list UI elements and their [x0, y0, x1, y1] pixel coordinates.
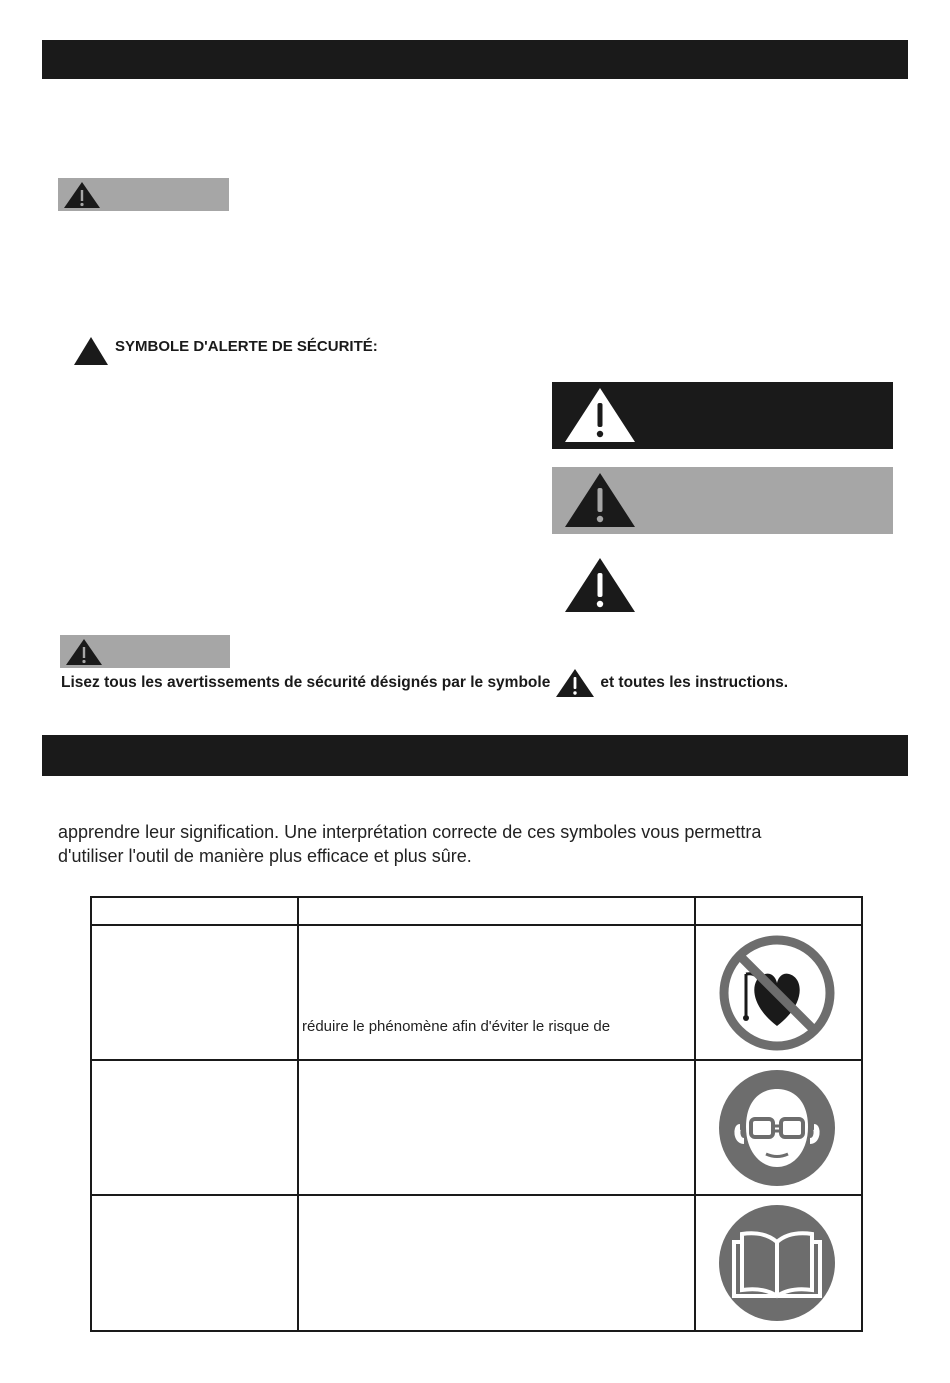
intro-line-1: apprendre leur signification. Une interprétation correcte de ces symboles vous permettra [58, 822, 762, 842]
header-cell-description [298, 897, 695, 925]
row-1-name-cell [91, 925, 298, 1060]
warning-label-box-2 [60, 635, 230, 668]
intro-line-2: d'utiliser l'outil de manière plus efficace et plus sûre. [58, 846, 472, 866]
symbols-table [90, 896, 863, 1332]
row-1-description-cell [298, 925, 695, 1060]
row-2-description-cell [298, 1060, 695, 1195]
warning-triangle-icon [64, 637, 104, 667]
row-3-icon-cell [695, 1195, 862, 1331]
safety-glasses-icon [718, 1069, 836, 1187]
read-warnings-text-before: Lisez tous les avertissements de sécurité désignés par le symbole [61, 674, 551, 691]
row-2-name-cell [91, 1060, 298, 1195]
row-3-description-cell [298, 1195, 695, 1331]
inline-warning-triangle-icon [555, 668, 595, 698]
read-manual-icon [718, 1204, 836, 1322]
warning-label-box [58, 178, 229, 211]
table-row [91, 1060, 862, 1195]
safety-alert-label: SYMBOLE D'ALERTE DE SÉCURITÉ: [115, 338, 378, 355]
danger-triangle-icon [562, 385, 638, 445]
row-1-icon-cell [695, 925, 862, 1060]
section-header-bar-2 [42, 735, 908, 776]
warning-triangle-large-icon [562, 470, 638, 530]
header-cell-symbol [91, 897, 298, 925]
warning-signal-box [552, 467, 893, 534]
symbols-intro-paragraph [58, 820, 761, 868]
read-warnings-text-after: et toutes les instructions. [600, 674, 789, 691]
row-2-icon-cell [695, 1060, 862, 1195]
danger-signal-box [552, 382, 893, 449]
section-header-bar-1 [42, 40, 908, 79]
read-warnings-line [61, 668, 788, 698]
row-3-name-cell [91, 1195, 298, 1331]
no-pacemaker-icon [718, 934, 836, 1052]
table-row [91, 1195, 862, 1331]
table-header-row [91, 897, 862, 925]
row-1-description: réduire le phénomène afin d'éviter le risque de [302, 1018, 611, 1035]
header-cell-icon [695, 897, 862, 925]
safety-alert-triangle-icon [73, 336, 109, 366]
caution-triangle-icon [562, 555, 638, 615]
warning-triangle-icon [62, 180, 102, 210]
table-row [91, 925, 862, 1060]
